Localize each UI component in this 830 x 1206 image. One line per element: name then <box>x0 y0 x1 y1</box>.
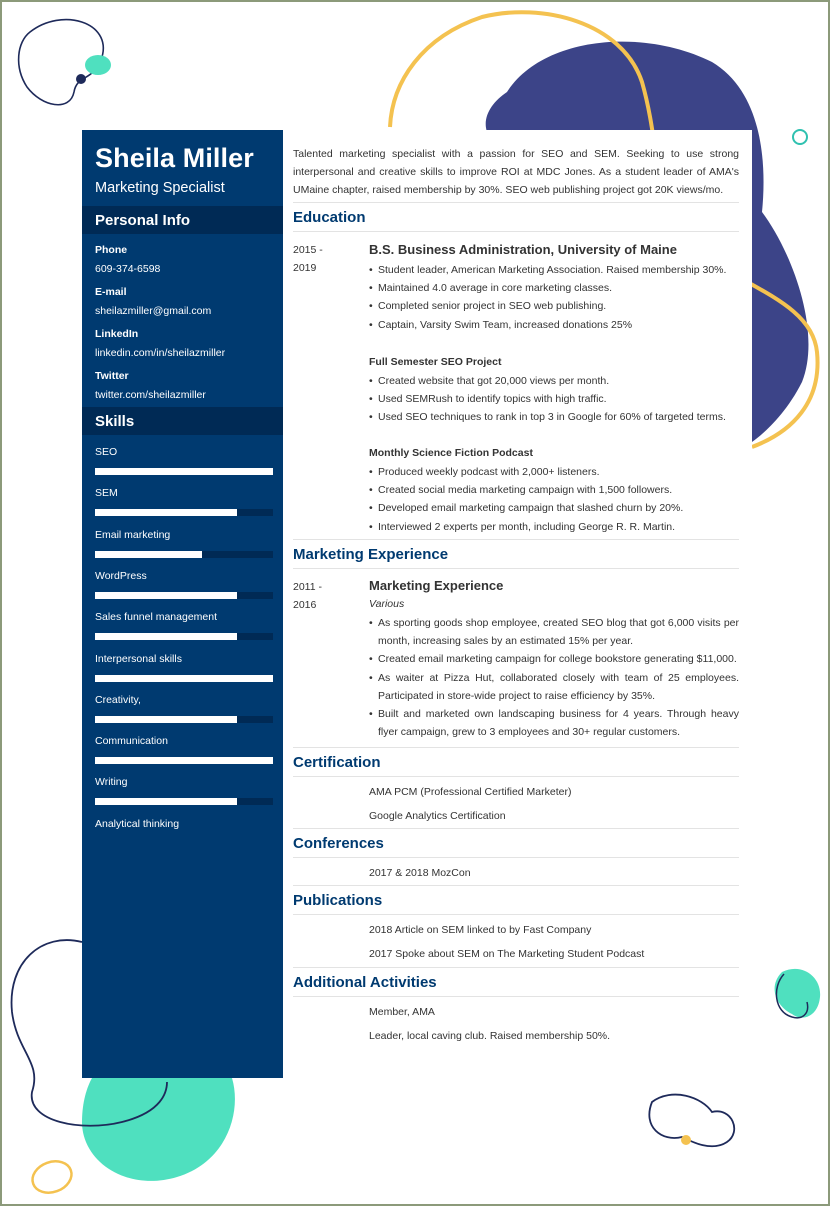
skill-name: Writing <box>95 776 128 789</box>
project-entry <box>369 356 739 427</box>
contact-twitter <box>95 370 280 401</box>
skill-bar-fill <box>95 633 237 640</box>
contact-email <box>95 286 280 317</box>
contact-value: linkedin.com/in/sheilazmiller <box>95 347 226 359</box>
list-item: • As waiter at Pizza Hut, collaborated closely with team of 25 employees. Participated in store-wide project to raise efficiency by 35%. <box>369 669 739 705</box>
list-item: • Created website that got 20,000 views per month. <box>369 372 739 390</box>
project-title: Full Semester SEO Project <box>369 356 502 368</box>
publication-item: 2017 Spoke about SEM on The Marketing Student Podcast <box>369 948 645 960</box>
date-start: 2015 - <box>293 244 323 256</box>
contact-label: E-mail <box>95 286 127 298</box>
skill-bar-fill <box>95 716 237 723</box>
navy-dot-top-left <box>76 74 86 84</box>
experience-dates <box>293 578 322 614</box>
degree-title: B.S. Business Administration, University of Maine <box>369 242 677 257</box>
skill-name: Interpersonal skills <box>95 652 182 665</box>
experience-entry <box>369 578 739 741</box>
skill-name: Creativity, <box>95 693 141 706</box>
skill-item <box>95 776 273 788</box>
contact-linkedin <box>95 328 280 359</box>
activity-item: Leader, local caving club. Raised membership 50%. <box>369 1030 611 1042</box>
project-entry <box>369 447 739 536</box>
contact-phone <box>95 244 280 275</box>
date-end: 2019 <box>293 262 317 274</box>
certification-item: Google Analytics Certification <box>369 810 506 822</box>
skill-bar-track <box>95 798 273 805</box>
skill-bar-track <box>95 468 273 475</box>
personal-info-heading: Personal Info <box>82 206 283 234</box>
yellow-ring-bottom-left <box>28 1156 76 1198</box>
conference-item: 2017 & 2018 MozCon <box>369 867 471 879</box>
teal-ring-right <box>793 130 807 144</box>
skill-item <box>95 653 273 665</box>
skill-name: Analytical thinking <box>95 817 180 830</box>
list-item: • As sporting goods shop employee, created SEO blog that got 6,000 visits per month, increasing sales by an estimated 15% per year. <box>369 614 739 650</box>
experience-heading: Marketing Experience <box>293 539 739 569</box>
skill-item <box>95 487 273 499</box>
publication-item: 2018 Article on SEM linked to by Fast Company <box>369 924 592 936</box>
skill-bar-track <box>95 757 273 764</box>
summary-text: Talented marketing specialist with a passion for SEO and SEM. Seeking to use strong interpersonal and creative skills to improve ROI at MDC Jones. As a student leader of AMA's UMaine chapter, raised membership by 30%. SEO web publishing project got 20K views/mo. <box>293 148 739 196</box>
education-dates <box>293 241 323 277</box>
list-item: • Created social media marketing campaign with 1,500 followers. <box>369 481 739 499</box>
skills-heading: Skills <box>82 407 283 435</box>
skill-bar-track <box>95 633 273 640</box>
date-start: 2011 - <box>293 581 322 593</box>
candidate-name: Sheila Miller <box>95 143 254 173</box>
candidate-title: Marketing Specialist <box>95 180 225 196</box>
skill-bar-fill <box>95 798 237 805</box>
activity-item: Member, AMA <box>369 1006 435 1018</box>
yellow-dot-bottom-right <box>681 1135 691 1145</box>
education-bullets <box>369 261 739 334</box>
contact-label: Phone <box>95 244 128 256</box>
list-item: • Captain, Varsity Swim Team, increased donations 25% <box>369 316 739 334</box>
skill-bar-track <box>95 592 273 599</box>
skill-item <box>95 818 273 830</box>
project-title: Monthly Science Fiction Podcast <box>369 447 533 459</box>
list-item: • Produced weekly podcast with 2,000+ listeners. <box>369 463 739 481</box>
list-item: • Developed email marketing campaign that slashed churn by 20%. <box>369 499 739 517</box>
job-title: Marketing Experience <box>369 578 504 593</box>
skill-item <box>95 735 273 747</box>
list-item: • Maintained 4.0 average in core marketing classes. <box>369 279 739 297</box>
skill-item <box>95 694 273 706</box>
project-bullets <box>369 372 739 427</box>
company-name: Various <box>369 598 405 610</box>
skill-bar-fill <box>95 757 273 764</box>
skill-item <box>95 570 273 582</box>
skill-name: WordPress <box>95 569 147 582</box>
skill-bar-track <box>95 675 273 682</box>
list-item: • Created email marketing campaign for college bookstore generating $11,000. <box>369 650 739 668</box>
project-bullets <box>369 463 739 536</box>
skill-name: Email marketing <box>95 528 171 541</box>
skill-bar-fill <box>95 592 237 599</box>
mint-dot-top-left <box>85 55 111 75</box>
certification-heading: Certification <box>293 747 739 777</box>
sidebar <box>82 130 283 1078</box>
skill-bar-fill <box>95 468 273 475</box>
skill-bar-track <box>95 716 273 723</box>
list-item: • Student leader, American Marketing Association. Raised membership 30%. <box>369 261 739 279</box>
skill-bar-fill <box>95 509 237 516</box>
education-entry <box>369 242 739 334</box>
skill-bar-track <box>95 551 273 558</box>
skill-name: SEM <box>95 487 118 500</box>
contact-label: LinkedIn <box>95 328 139 340</box>
experience-bullets <box>369 614 739 741</box>
list-item: • Completed senior project in SEO web publishing. <box>369 297 739 315</box>
contact-value: sheilazmiller@gmail.com <box>95 305 212 317</box>
contact-label: Twitter <box>95 370 129 382</box>
conferences-heading: Conferences <box>293 828 739 858</box>
skill-item <box>95 446 273 458</box>
skill-bar-fill <box>95 675 273 682</box>
date-end: 2016 <box>293 599 317 611</box>
main-content <box>283 130 752 1078</box>
list-item: • Used SEMRush to identify topics with high traffic. <box>369 390 739 408</box>
list-item: • Interviewed 2 experts per month, including George R. R. Martin. <box>369 518 739 536</box>
education-heading: Education <box>293 202 739 232</box>
publications-heading: Publications <box>293 885 739 915</box>
skill-name: Sales funnel management <box>95 611 217 624</box>
list-item: • Built and marketed own landscaping business for 4 years. Through heavy flyer campaign, grew to 3 employees and 30+ regular customers. <box>369 705 739 741</box>
mint-blob-bottom-left <box>82 1078 235 1181</box>
contact-value: 609-374-6598 <box>95 263 161 275</box>
skill-name: Communication <box>95 735 168 748</box>
activities-heading: Additional Activities <box>293 967 739 997</box>
navy-line-bottom-right <box>649 1095 734 1147</box>
certification-item: AMA PCM (Professional Certified Marketer) <box>369 786 572 798</box>
skill-name: SEO <box>95 446 118 458</box>
list-item: • Used SEO techniques to rank in top 3 in Google for 60% of targeted terms. <box>369 408 739 426</box>
skill-item <box>95 529 273 541</box>
skill-item <box>95 611 273 623</box>
skill-bar-fill <box>95 551 202 558</box>
contact-value: twitter.com/sheilazmiller <box>95 389 206 401</box>
skill-bar-track <box>95 509 273 516</box>
